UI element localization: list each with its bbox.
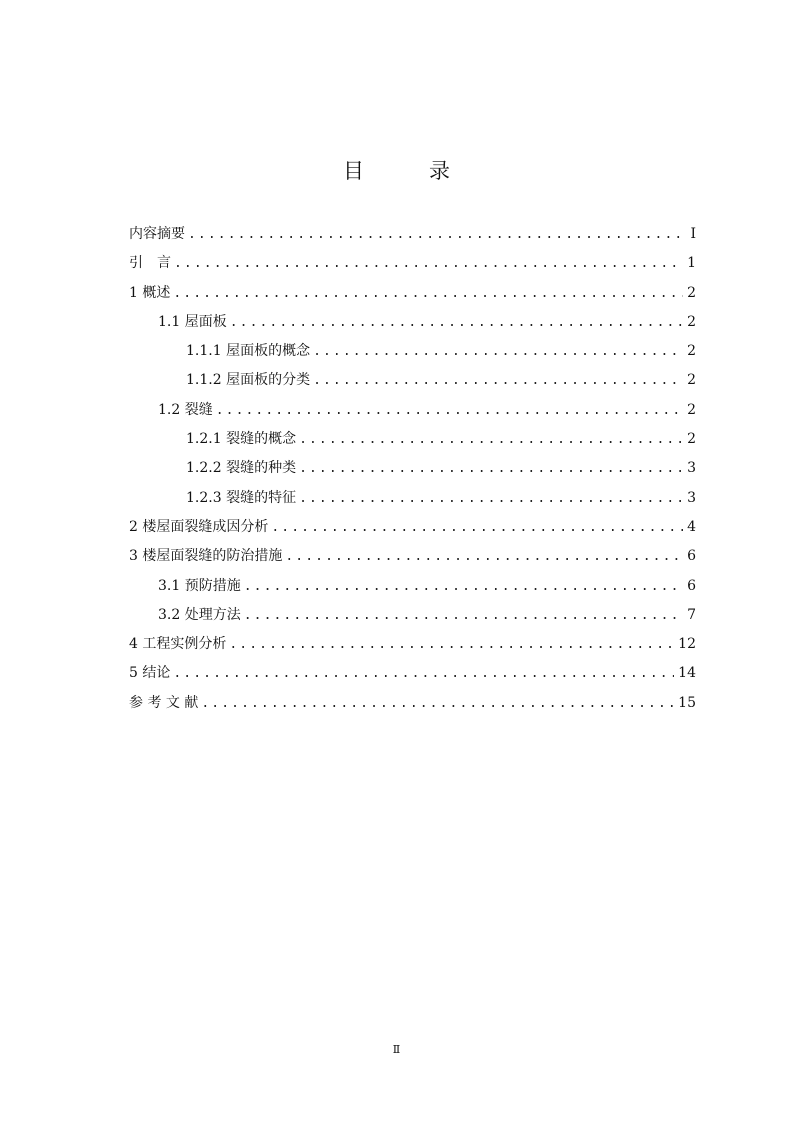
toc-entry[interactable] [129,689,696,718]
toc-entry[interactable] [129,513,696,542]
toc-entry-page: 6 [687,577,696,594]
toc-entry-label: 1.2.3 裂缝的特征 [186,489,297,506]
toc-entry-label: 内容摘要 [129,226,185,242]
toc-entry-label: 3 楼屋面裂缝的防治措施 [129,548,283,565]
page-number: Ⅱ [392,1043,401,1056]
toc-dot-leader [299,484,683,513]
table-of-contents [129,220,696,718]
toc-dot-leader [271,513,683,542]
toc-entry-label: 4 工程实例分析 [129,636,227,653]
toc-entry-label: 1.1 屋面板 [158,313,227,330]
toc-entry-label: 5 结论 [129,665,171,682]
toc-dot-leader [244,572,683,601]
toc-entry-label: 1.2 裂缝 [158,401,213,418]
toc-dot-leader [201,689,674,718]
toc-entry[interactable] [129,337,696,366]
toc-dot-leader [216,396,683,425]
toc-entry-page: 2 [687,431,696,448]
toc-entry-page: 2 [687,284,696,301]
toc-dot-leader [313,337,683,366]
toc-entry[interactable] [129,249,696,278]
toc-entry-page: 4 [687,518,696,535]
toc-entry[interactable] [129,220,696,249]
toc-entry-label: 1.2.1 裂缝的概念 [186,431,297,448]
toc-entry-page: 14 [678,665,696,682]
toc-entry[interactable] [129,425,696,454]
toc-entry-page: 3 [687,460,696,477]
toc-entry-page: 2 [687,313,696,330]
toc-entry-label: 1 概述 [129,284,171,301]
toc-entry-page: 2 [687,343,696,360]
toc-dot-leader [313,366,683,395]
toc-entry[interactable] [129,484,696,513]
toc-title: 目 录 [343,159,472,183]
toc-entry-page: 3 [687,489,696,506]
toc-entry[interactable] [129,366,696,395]
toc-dot-leader [285,542,683,571]
toc-entry-page: I [690,226,696,242]
toc-entry[interactable] [129,308,696,337]
toc-entry[interactable] [129,396,696,425]
toc-entry-page: 2 [687,401,696,418]
toc-entry-label: 3.2 处理方法 [158,606,241,623]
toc-dot-leader [188,220,684,249]
toc-entry-label: 1.1.2 屋面板的分类 [186,372,311,389]
toc-entry-page: 7 [687,606,696,623]
toc-dot-leader [230,308,683,337]
toc-dot-leader [173,659,674,688]
toc-dot-leader [244,601,683,630]
toc-dot-leader [174,249,683,278]
toc-entry[interactable] [129,630,696,659]
toc-entry-page: 6 [687,548,696,565]
toc-entry[interactable] [129,454,696,483]
toc-entry-label: 引 言 [129,255,171,272]
toc-dot-leader [173,279,683,308]
toc-dot-leader [229,630,674,659]
toc-entry-label: 1.1.1 屋面板的概念 [186,343,311,360]
toc-entry-page: 2 [687,372,696,389]
toc-entry[interactable] [129,279,696,308]
toc-entry-label: 2 楼屋面裂缝成因分析 [129,518,269,535]
toc-entry-label: 1.2.2 裂缝的种类 [186,460,297,477]
toc-dot-leader [299,425,683,454]
toc-entry[interactable] [129,572,696,601]
toc-entry-label: 3.1 预防措施 [158,577,241,594]
toc-entry-page: 12 [678,636,696,653]
toc-entry[interactable] [129,601,696,630]
toc-entry-page: 1 [687,255,696,272]
toc-dot-leader [299,454,683,483]
toc-entry[interactable] [129,542,696,571]
toc-entry-page: 15 [678,694,696,711]
toc-entry[interactable] [129,659,696,688]
toc-entry-label: 参 考 文 献 [129,694,199,711]
